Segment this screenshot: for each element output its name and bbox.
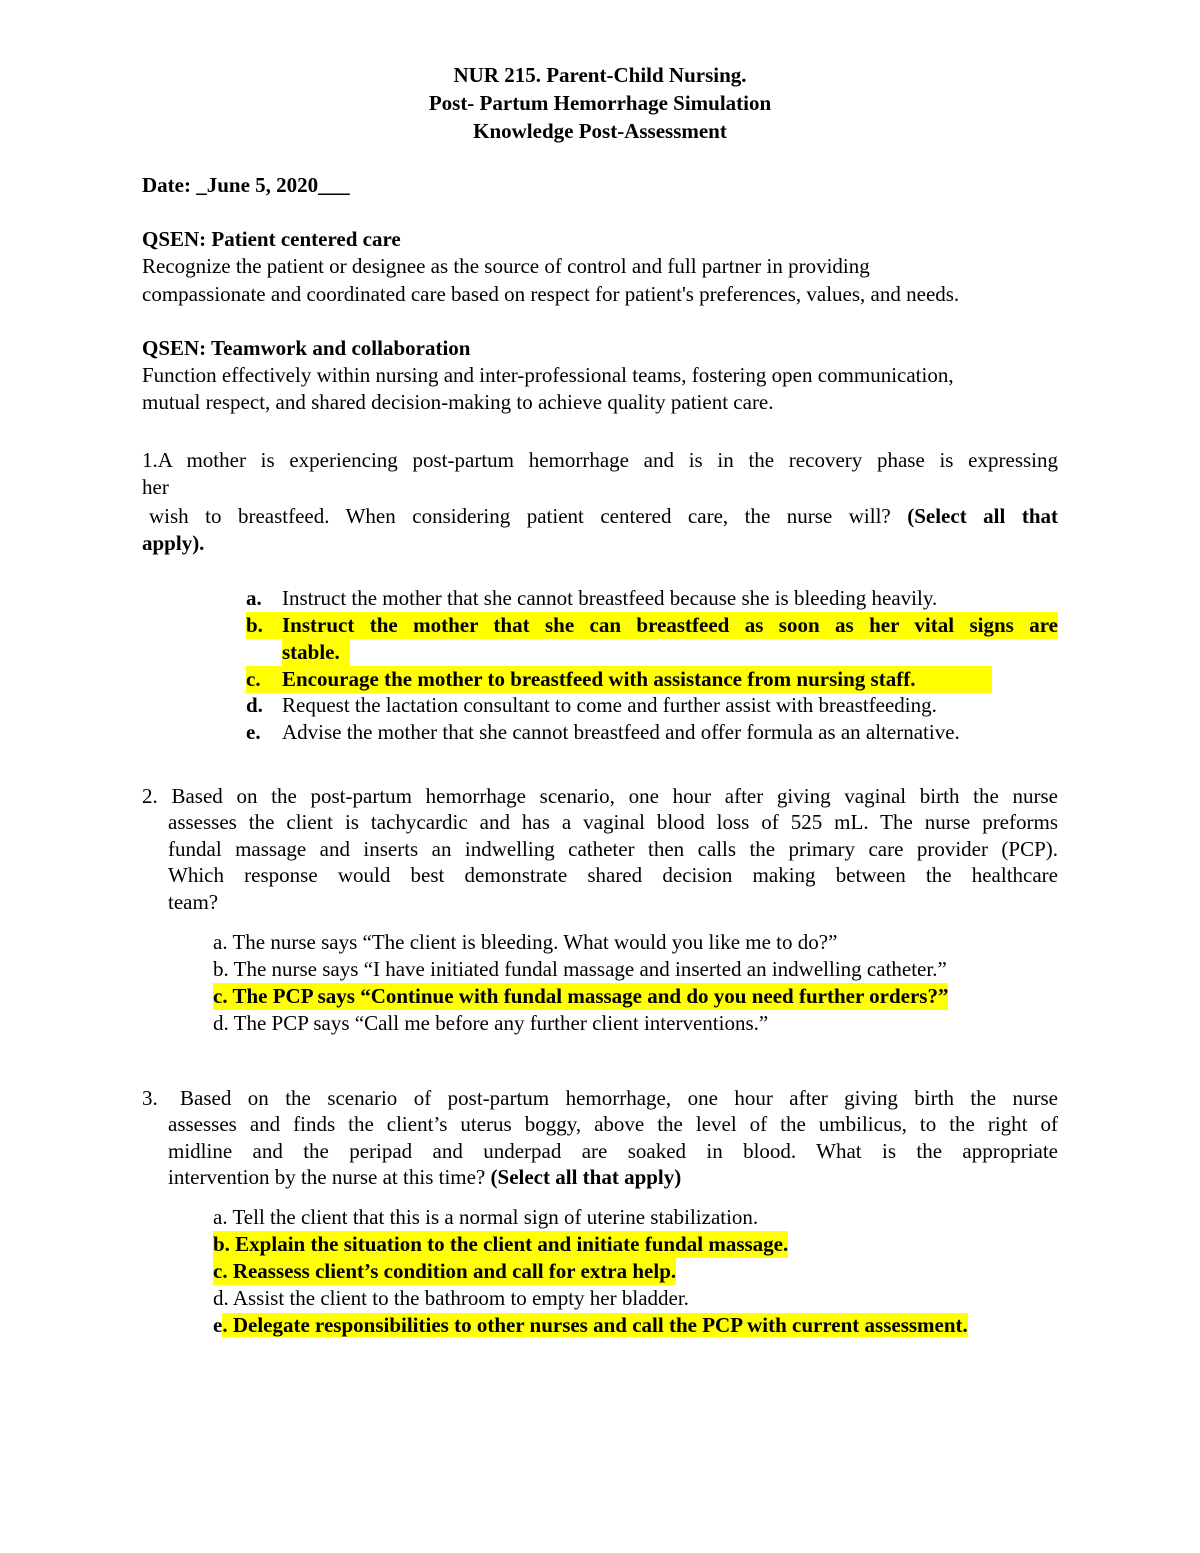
q3-option-d: d. Assist the client to the bathroom to empty her bladder. [213, 1286, 689, 1310]
q1-option-c-text: Encourage the mother to breastfeed with assistance from nursing staff. [282, 667, 916, 691]
q1-stem-line-1: 1.A mother is experiencing post-partum hemorrhage and is in the recovery phase is expressing [142, 448, 1058, 472]
q2-stem-line-3: fundal massage and inserts an indwelling catheter then calls the primary care provider (PCP). [168, 837, 1058, 861]
q1-option-b-text-2: stable. [282, 640, 340, 664]
assessment-title: Knowledge Post-Assessment [473, 119, 727, 143]
qsen-patient-centered-text-1: Recognize the patient or designee as the source of control and full partner in providing [142, 254, 870, 278]
qsen-patient-centered-text-2: compassionate and coordinated care based on respect for patient's preferences, values, and needs. [142, 282, 960, 306]
q1-option-c-label: c. [246, 667, 261, 691]
date-label: Date: [142, 173, 191, 197]
q3-option-e-text: . Delegate responsibilities to other nurses and call the PCP with current assessment. [222, 1313, 968, 1337]
date-line [142, 172, 350, 199]
q2-stem-line-5: team? [168, 890, 219, 914]
q3-option-a: a. Tell the client that this is a normal sign of uterine stabilization. [213, 1205, 759, 1229]
q2-stem-line-1: 2. Based on the post-partum hemorrhage scenario, one hour after giving vaginal birth the nurse [142, 784, 1058, 808]
qsen-teamwork-text-1: Function effectively within nursing and inter-professional teams, fostering open communication, [142, 363, 954, 387]
simulation-title: Post- Partum Hemorrhage Simulation [428, 91, 772, 115]
q1-option-e-text: Advise the mother that she cannot breastfeed and offer formula as an alternative. [282, 720, 960, 744]
q1-stem-line-2: her [142, 475, 169, 499]
q1-select-all: (Select all that [907, 504, 1059, 528]
qsen-teamwork-text-2: mutual respect, and shared decision-making to achieve quality patient care. [142, 390, 774, 414]
q1-option-b-label: b. [246, 613, 263, 637]
q1-stem-text: wish to breastfeed. When considering patient centered care, the nurse will? [149, 504, 891, 528]
q3-stem-line-3: midline and the peripad and underpad are soaked in blood. What is the appropriate [168, 1139, 1058, 1163]
q1-stem-line-3 [149, 503, 1058, 530]
qsen-patient-centered-heading: QSEN: Patient centered care [142, 227, 401, 251]
q3-stem-line-4 [168, 1164, 681, 1191]
q1-option-d-text: Request the lactation consultant to come and further assist with breastfeeding. [282, 693, 937, 717]
q1-stem-line-4: apply). [142, 531, 205, 555]
q1-option-a-label: a. [246, 586, 262, 610]
q2-option-d: d. The PCP says “Call me before any further client interventions.” [213, 1011, 769, 1035]
q3-select-all: (Select all that apply) [490, 1165, 682, 1189]
q3-stem-line-2: assesses and finds the client’s uterus boggy, above the level of the umbilicus, to the right of [168, 1112, 1058, 1136]
q1-option-a-text: Instruct the mother that she cannot breastfeed because she is bleeding heavily. [282, 586, 938, 610]
q2-option-c: c. The PCP says “Continue with fundal massage and do you need further orders?” [213, 984, 949, 1008]
q2-option-a: a. The nurse says “The client is bleeding. What would you like me to do?” [213, 930, 838, 954]
course-title: NUR 215. Parent-Child Nursing. [453, 63, 747, 87]
q2-stem-line-2: assesses the client is tachycardic and has a vaginal blood loss of 525 mL. The nurse preforms [168, 810, 1058, 834]
q3-option-c: c. Reassess client’s condition and call for extra help. [213, 1259, 677, 1283]
q3-option-e-letter: e [213, 1313, 223, 1337]
q3-number: 3. [142, 1086, 158, 1110]
date-value: _June 5, 2020___ [196, 173, 350, 197]
q2-stem-line-4: Which response would best demonstrate shared decision making between the healthcare [168, 863, 1058, 887]
q3-stem-text: intervention by the nurse at this time? [168, 1165, 486, 1189]
q1-option-b-text: Instruct the mother that she can breastfeed as soon as her vital signs are [282, 613, 1058, 637]
q3-stem-line-1: Based on the scenario of post-partum hemorrhage, one hour after giving birth the nurse [180, 1086, 1058, 1110]
q2-option-b: b. The nurse says “I have initiated fundal massage and inserted an indwelling catheter.” [213, 957, 947, 981]
qsen-teamwork-heading: QSEN: Teamwork and collaboration [142, 336, 471, 360]
q1-option-d-label: d. [246, 693, 263, 717]
q3-option-e [213, 1312, 968, 1339]
q1-option-e-label: e. [246, 720, 261, 744]
q3-option-b: b. Explain the situation to the client and initiate fundal massage. [213, 1232, 789, 1256]
